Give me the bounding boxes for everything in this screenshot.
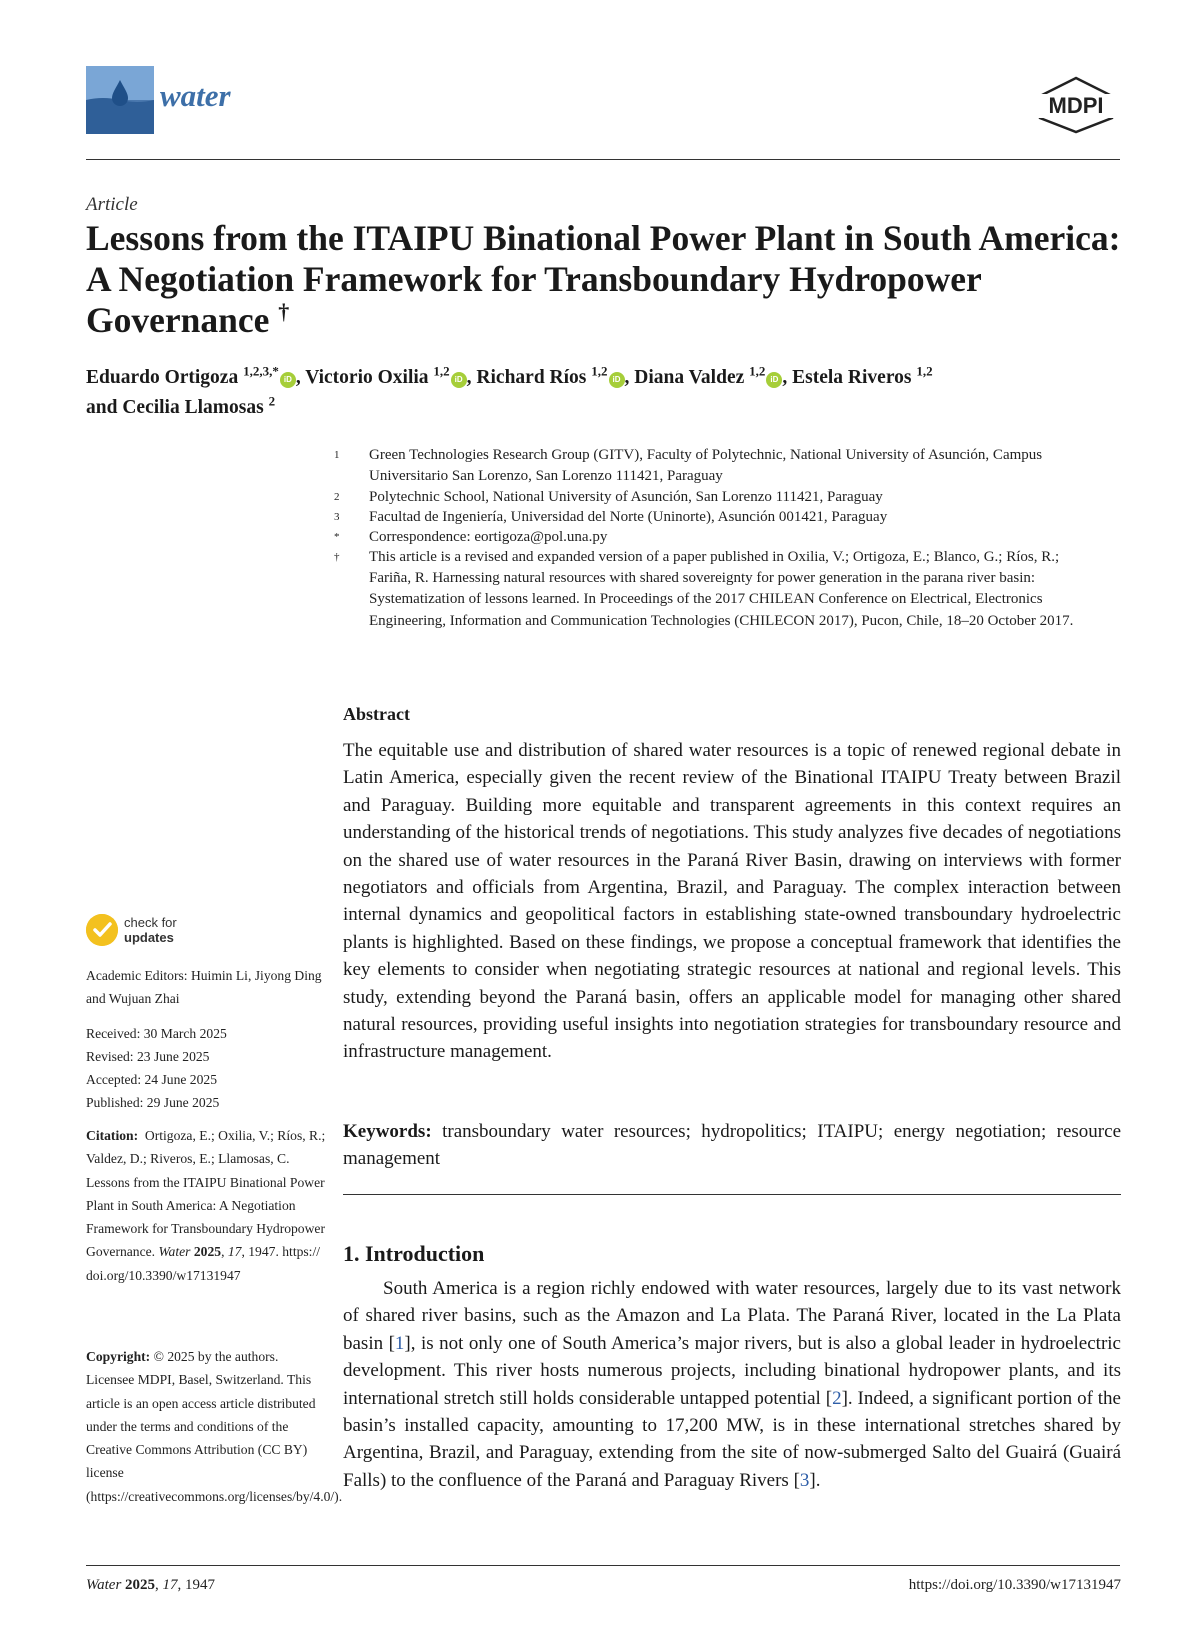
abstract-text: The equitable use and distribution of shared water resources is a topic of renewed regional debate in Latin America, especially given the recent review of the Binational ITAIPU Treaty between Brazil and Paraguay. Building more equitable and transparent agreements in this context requires an understanding of the historical trends of negotiations. This study analyzes five decades of negotiations on the shared use of water resources in the Paraná River Basin, drawing on interviews with former negotiators and officials from Argentina, Brazil, and Paraguay. The complex interaction between internal dynamics and geopolitical factors in establishing state-owned transboundary hydroelectric plants is highlighted. Based on these findings, we propose a conceptual framework that identifies the key elements to consider when negotiating strategic resources at national and regional levels. This study, extending beyond the Paraná basin, offers an applicable model for managing other shared natural resources, providing useful insights into negotiation strategies for transboundary resource and infrastructure management. bbox=[343, 740, 1121, 1063]
footer-article: 1947 bbox=[185, 1577, 216, 1593]
author-affiliation-marks: 2 bbox=[268, 393, 276, 409]
footer-year: 2025 bbox=[125, 1577, 156, 1593]
copyright-label: Copyright: bbox=[86, 1349, 151, 1364]
checkmark-icon bbox=[86, 914, 118, 946]
copyright-block bbox=[86, 1345, 343, 1508]
title-footnote-mark[interactable]: † bbox=[278, 299, 290, 325]
citation-link[interactable]: 1 bbox=[394, 1332, 405, 1354]
affiliation-mark: 2 bbox=[334, 491, 340, 503]
check-updates-line1: check for bbox=[124, 915, 177, 930]
affiliation-mark: * bbox=[334, 531, 340, 543]
author-name: Eduardo Ortigoza bbox=[86, 367, 244, 388]
affiliation-text: Green Technologies Research Group (GITV), Faculty of Polytechnic, National University of Asunción, Campus Universitario San Lorenzo, San Lorenzo 111421, Paraguay bbox=[369, 447, 1043, 485]
keywords-label: Keywords: bbox=[343, 1121, 432, 1142]
author-affiliation-marks: 1,2,3,* bbox=[243, 363, 279, 379]
title-text: Lessons from the ITAIPU Binational Power Plant in South America: A Negotiation Framework for Transboundary Hydropower Governance bbox=[86, 218, 1121, 340]
check-updates-line2: updates bbox=[124, 930, 174, 945]
copyright-text: © 2025 by the authors. Licensee MDPI, Basel, Switzerland. This article is an open access article distributed under the terms and conditions of the Creative Commons Attribution (CC BY) license (https://creativecommons.org/licenses/by/4.0/). bbox=[86, 1349, 343, 1504]
citation-text: Ortigoza, E.; Oxilia, V.; Ríos, R.; Valdez, D.; Riveros, E.; Llamosas, C. Lessons from the ITAIPU Binational Power Plant in South America: A Negotiation Framework for Transboundary Hydropower Governance. bbox=[86, 1128, 326, 1260]
author-name: Diana Valdez bbox=[634, 367, 750, 388]
author-affiliation-marks: 1,2 bbox=[591, 363, 608, 379]
header-rule bbox=[86, 159, 1120, 160]
affiliation-text: This article is a revised and expanded version of a paper published in Oxilia, V.; Ortigoza, E.; Blanco, G.; Ríos, R.; Fariña, R. Harnessing natural resources with shared sovereignty for power generation in the parana river basin: Systematization of lessons learned. In Proceedings of the 2017 CHILEAN Conference on Electrical, Electronics Engineering, Information and Communication Technologies (CHILECON 2017), Pucon, Chile, 18–20 October 2017. bbox=[369, 549, 1074, 629]
affiliation-text: Polytechnic School, National University of Asunción, San Lorenzo 111421, Paraguay bbox=[369, 489, 883, 505]
citation-journal: Water bbox=[158, 1244, 191, 1260]
article-title bbox=[86, 218, 1126, 341]
author-affiliation-marks: 1,2 bbox=[433, 363, 450, 379]
affiliation-mark: 1 bbox=[334, 449, 340, 461]
orcid-icon[interactable]: iD bbox=[451, 372, 467, 388]
paragraph-text: ]. Indeed, a significant portion of the basin’s installed capacity, amounting to 17,200 MW, is in these international stretches shared by Argentina, Brazil, and Paraguay, extending from the site of now-submerged Salto del Guairá (Guairá Falls) to the confluence of the Paraná and Paraguay Rivers [ bbox=[343, 1387, 1121, 1491]
section-rule bbox=[343, 1194, 1121, 1195]
article-type: Article bbox=[86, 194, 138, 215]
citation-block: Citation: Ortigoza, E.; Oxilia, V.; Ríos, R.; Valdez, D.; Riveros, E.; Llamosas, C. Lessons from the ITAIPU Binational Power Plant in South America: A Negotiation Framework for Transboundary Hydropower Governance. Water 2025, 17, 1947. https://doi.org/10.3390/w17131947 bbox=[86, 1128, 326, 1283]
citation-article: 1947. bbox=[248, 1244, 279, 1260]
footer-journal: Water bbox=[86, 1577, 122, 1593]
affiliation-mark: 3 bbox=[334, 511, 340, 523]
citation-label: Citation: bbox=[86, 1128, 139, 1143]
orcid-icon[interactable]: iD bbox=[766, 372, 782, 388]
mdpi-logo bbox=[1032, 76, 1120, 134]
date-published: Published: 29 June 2025 bbox=[86, 1095, 220, 1110]
introduction-paragraph bbox=[343, 1275, 1121, 1494]
author-name: Victorio Oxilia bbox=[305, 367, 434, 388]
check-updates-label bbox=[124, 915, 177, 945]
author-list: Eduardo Ortigoza $^{1,2,3,*}$iD , Victorio Oxilia $^{1,2}$iD , Richard Ríos $^{1,2}$iD , Diana Valdez $^{1,2}$iD , Estela Riveros $^{1,2}$ and Cecilia Llamosas $^2$ bbox=[86, 363, 933, 418]
paragraph-text: South America is a region richly endowed with water resources, largely due to its vast network of shared river basins, such as the Amazon and La Plata. The Paraná River, located in the La Plata basin [ bbox=[343, 1278, 1121, 1354]
keywords-text: transboundary water resources; hydropolitics; ITAIPU; energy negotiation; resource management bbox=[343, 1121, 1122, 1170]
affiliation-text: Facultad de Ingeniería, Universidad del Norte (Uninorte), Asunción 001421, Paraguay bbox=[369, 509, 888, 525]
footer-volume: 17 bbox=[162, 1577, 178, 1593]
footer-doi-link[interactable]: https://doi.org/10.3390/w17131947 bbox=[908, 1577, 1121, 1593]
academic-editors: Academic Editors: Huimin Li, Jiyong Ding and Wujuan Zhai bbox=[86, 968, 322, 1007]
footer-rule bbox=[86, 1565, 1120, 1566]
abstract-heading: Abstract bbox=[343, 704, 410, 724]
orcid-icon[interactable]: iD bbox=[280, 372, 296, 388]
citation-volume: 17 bbox=[227, 1244, 242, 1260]
author-affiliation-marks: 1,2 bbox=[916, 363, 933, 379]
keywords bbox=[343, 1118, 1121, 1173]
citation-link[interactable]: 3 bbox=[799, 1469, 810, 1491]
author-name: Estela Riveros bbox=[792, 367, 917, 388]
journal-logo bbox=[86, 66, 154, 134]
author-and: and bbox=[86, 397, 123, 418]
paragraph-text: ]. bbox=[809, 1469, 821, 1491]
publisher-name: MDPI bbox=[1048, 93, 1104, 118]
footer-citation: Water 2025, 17, 1947 bbox=[86, 1577, 216, 1593]
citation-link[interactable]: 2 bbox=[832, 1387, 842, 1409]
date-received: Received: 30 March 2025 bbox=[86, 1026, 227, 1041]
section-heading: 1. Introduction bbox=[343, 1241, 485, 1266]
author-affiliation-marks: 1,2 bbox=[749, 363, 766, 379]
orcid-icon[interactable]: iD bbox=[609, 372, 625, 388]
paragraph-text: ], is not only one of South America’s major rivers, but is also a global leader in hydroelectric development. This river hosts numerous projects, including binational hydropower plants, and its international stretch still holds considerable untapped potential [ bbox=[343, 1332, 1121, 1409]
affiliation-text: Correspondence: eortigoza@pol.una.py bbox=[369, 529, 608, 545]
water-drop-icon bbox=[86, 66, 154, 134]
citation-year: 2025 bbox=[193, 1244, 222, 1260]
date-revised: Revised: 23 June 2025 bbox=[86, 1049, 210, 1064]
affiliation-mark: † bbox=[334, 551, 340, 563]
author-name: Richard Ríos bbox=[476, 367, 592, 388]
date-accepted: Accepted: 24 June 2025 bbox=[86, 1072, 217, 1087]
author-name: Cecilia Llamosas bbox=[122, 397, 269, 418]
journal-name: water bbox=[160, 78, 231, 113]
citation-doi[interactable]: https://doi.org/10.3390/w17131947 bbox=[86, 1244, 321, 1283]
check-for-updates-button[interactable] bbox=[86, 914, 196, 950]
